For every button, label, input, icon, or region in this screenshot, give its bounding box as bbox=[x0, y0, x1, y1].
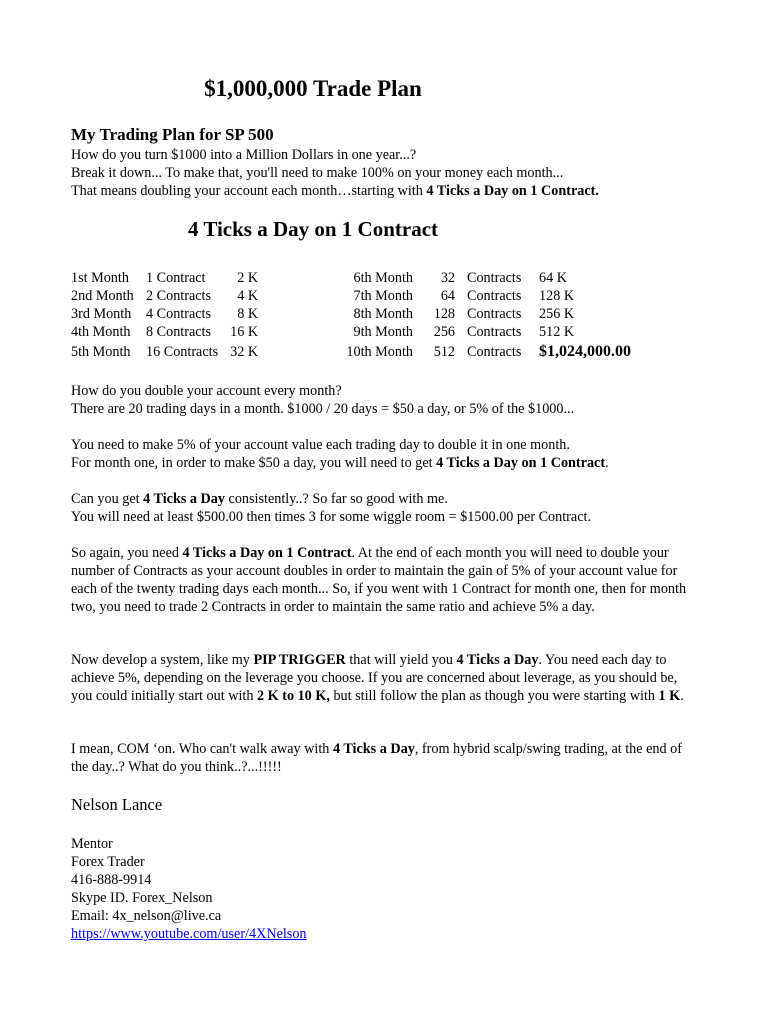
table-cell: 8 Contracts bbox=[146, 324, 212, 340]
table-cell: 2 K bbox=[237, 270, 259, 286]
table-cell: 8th Month bbox=[353, 306, 413, 322]
table-cell: Contracts bbox=[467, 324, 522, 340]
table-cell: $1,024,000.00 bbox=[539, 343, 631, 360]
table-cell: 4th Month bbox=[71, 324, 131, 340]
table-row bbox=[339, 305, 631, 323]
table-cell: 512 K bbox=[539, 324, 575, 340]
paragraph: So again, you need 4 Ticks a Day on 1 Contract. At the end of each month you will need to double your number of Contracts as your account doubles in order to maintain the gain of 5% of your account value for each of the twenty trading days each month... So, if you went with 1 Contract for month one, then for month two, you need to trade 2 Contracts in order to maintain the same ratio and achieve 5% a day. bbox=[71, 545, 687, 615]
table-row bbox=[339, 287, 631, 305]
table-cell: Contracts bbox=[467, 288, 522, 304]
paragraph: You need to make 5% of your account value each trading day to double it in one month. For month one, in order to make $50 a day, you will need to get 4 Ticks a Day on 1 Contract. bbox=[71, 437, 609, 471]
table-cell: Contracts bbox=[467, 270, 522, 286]
table-row bbox=[71, 269, 258, 287]
table-cell: 256 bbox=[433, 324, 455, 340]
signature-skype: Skype ID. Forex_Nelson bbox=[71, 890, 213, 906]
table-row bbox=[71, 323, 258, 341]
table-cell: 6th Month bbox=[353, 270, 413, 286]
signature-occupation: Forex Trader bbox=[71, 854, 145, 870]
table-cell: 32 K bbox=[230, 344, 259, 360]
table-cell: 16 K bbox=[230, 324, 259, 340]
table-cell: 128 K bbox=[539, 288, 575, 304]
intro-line: How do you turn $1000 into a Million Dollars in one year...? bbox=[71, 147, 417, 163]
youtube-link[interactable]: https://www.youtube.com/user/4XNelson bbox=[71, 926, 307, 942]
signature-name: Nelson Lance bbox=[71, 795, 163, 814]
table-cell: Contracts bbox=[467, 344, 522, 360]
paragraph: How do you double your account every month? There are 20 trading days in a month. $1000 / 20 days = $50 a day, or 5% of the $1000... bbox=[71, 383, 575, 417]
table-cell: 4 K bbox=[237, 288, 259, 304]
page-title: $1,000,000 Trade Plan bbox=[204, 76, 422, 101]
table-cell: 2nd Month bbox=[71, 288, 134, 304]
intro-block bbox=[71, 146, 711, 200]
table-cell: Contracts bbox=[467, 306, 522, 322]
table-cell: 2 Contracts bbox=[146, 288, 212, 304]
table-cell: 16 Contracts bbox=[146, 344, 219, 360]
signature-email: Email: 4x_nelson@live.ca bbox=[71, 908, 222, 924]
signature-role: Mentor bbox=[71, 836, 113, 852]
section-heading: 4 Ticks a Day on 1 Contract bbox=[187, 217, 439, 241]
signature-phone: 416-888-9914 bbox=[71, 872, 152, 888]
paragraph: Can you get 4 Ticks a Day consistently..? So far so good with me. You will need at least $500.00 then times 3 for some wiggle room = $1500.00 per Contract. bbox=[71, 491, 591, 525]
signature-block bbox=[71, 835, 307, 943]
right-contract-table bbox=[339, 269, 631, 363]
table-row bbox=[339, 269, 631, 287]
table-cell: 7th Month bbox=[353, 288, 413, 304]
table-cell: 1 Contract bbox=[146, 270, 206, 286]
table-row bbox=[71, 341, 258, 363]
table-cell: 64 bbox=[440, 288, 455, 304]
table-row bbox=[71, 287, 258, 305]
table-cell: 512 bbox=[433, 344, 455, 360]
table-cell: 10th Month bbox=[346, 344, 413, 360]
table-cell: 1st Month bbox=[71, 270, 129, 286]
table-cell: 5th Month bbox=[71, 344, 131, 360]
intro-line: That means doubling your account each month…starting with 4 Ticks a Day on 1 Contract. bbox=[71, 183, 599, 199]
table-cell: 8 K bbox=[237, 306, 259, 322]
paragraph: Now develop a system, like my PIP TRIGGER that will yield you 4 Ticks a Day. You need each day to achieve 5%, depending on the leverage you choose. If you are concerned about leverage, as you should be, you could initially start out with 2 K to 10 K, but still follow the plan as though you were starting with 1 K. bbox=[71, 652, 684, 704]
plan-subheading: My Trading Plan for SP 500 bbox=[71, 125, 274, 144]
table-cell: 3rd Month bbox=[71, 306, 132, 322]
table-cell: 4 Contracts bbox=[146, 306, 212, 322]
paragraph: I mean, COM ‘on. Who can't walk away with 4 Ticks a Day, from hybrid scalp/swing trading, at the end of the day..? What do you think..?...!!!!! bbox=[71, 741, 682, 775]
table-cell: 9th Month bbox=[353, 324, 413, 340]
table-row bbox=[71, 305, 258, 323]
intro-line: Break it down... To make that, you'll need to make 100% on your money each month... bbox=[71, 165, 564, 181]
table-cell: 128 bbox=[433, 306, 455, 322]
left-contract-table bbox=[71, 269, 258, 363]
table-row bbox=[339, 323, 631, 341]
table-cell: 256 K bbox=[539, 306, 575, 322]
table-cell: 32 bbox=[440, 270, 455, 286]
table-row bbox=[339, 341, 631, 363]
table-cell: 64 K bbox=[539, 270, 567, 286]
